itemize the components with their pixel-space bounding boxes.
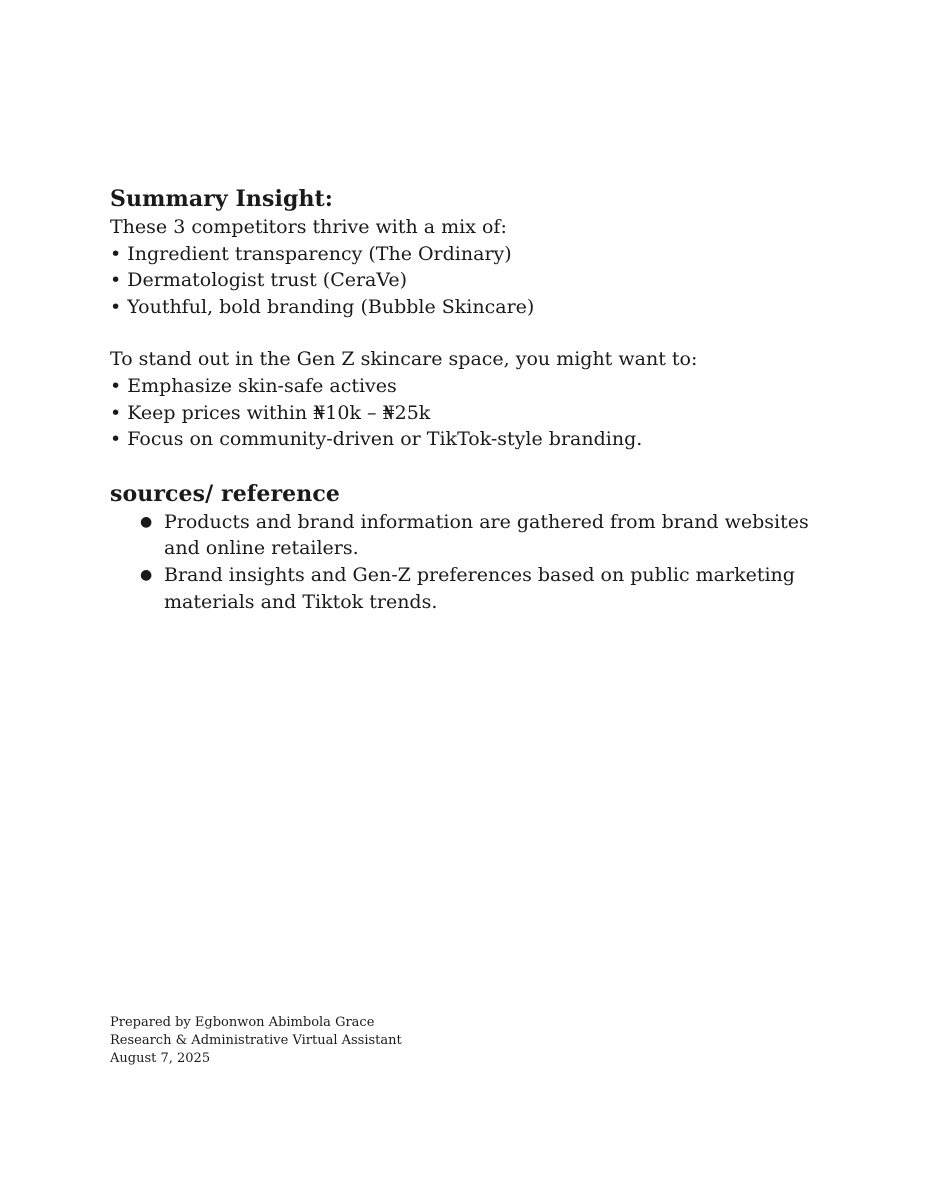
bullet-icon: ● — [140, 566, 153, 583]
list-item — [110, 562, 850, 615]
spacer — [110, 453, 850, 477]
author-role: Research & Administrative Virtual Assistant — [110, 1033, 402, 1048]
sources-list — [110, 509, 850, 615]
summary-point: • Dermatologist trust (CeraVe) — [110, 269, 408, 292]
document-body — [110, 184, 850, 615]
advice-point: • Keep prices within ₦10k – ₦25k — [110, 401, 431, 424]
document-date: August 7, 2025 — [110, 1051, 211, 1066]
summary-heading: Summary Insight: — [110, 186, 334, 212]
advice-point: • Emphasize skin-safe actives — [110, 374, 397, 397]
summary-intro: These 3 competitors thrive with a mix of: — [110, 216, 507, 238]
prepared-by: Prepared by Egbonwon Abimbola Grace — [110, 1015, 375, 1030]
bullet-icon: ● — [140, 513, 153, 530]
sources-heading: sources/ reference — [110, 480, 340, 507]
source-text: Products and brand information are gathered from brand websites and online retailers. — [164, 510, 809, 560]
source-text: Brand insights and Gen-Z preferences based on public marketing materials and Tiktok trends. — [164, 563, 795, 613]
advice-intro: To stand out in the Gen Z skincare space, you might want to: — [110, 348, 698, 371]
summary-point: • Youthful, bold branding (Bubble Skincare) — [110, 295, 535, 318]
advice-point: • Focus on community-driven or TikTok-style branding. — [110, 428, 643, 451]
spacer — [110, 320, 850, 346]
summary-point: • Ingredient transparency (The Ordinary) — [110, 242, 512, 265]
list-item — [110, 509, 850, 562]
document-footer — [110, 1014, 402, 1068]
